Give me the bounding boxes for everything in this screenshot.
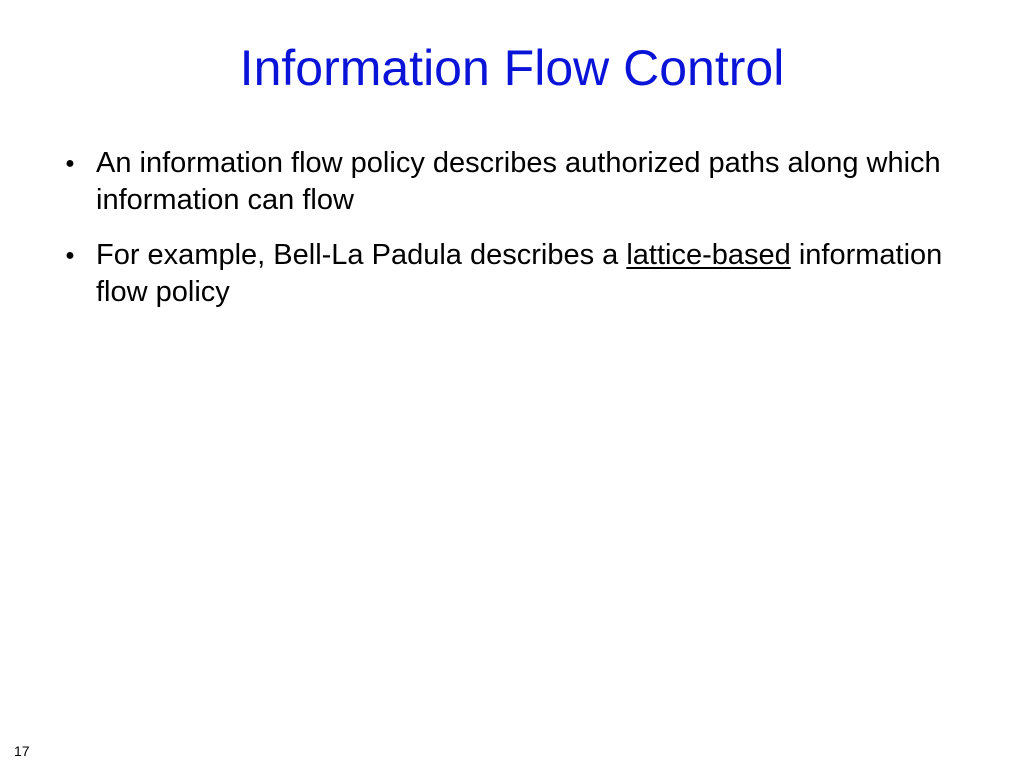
slide-title: Information Flow Control xyxy=(239,40,785,96)
bullet-text-part: information flow policy xyxy=(96,239,943,308)
bullet-dot-icon: ● xyxy=(65,155,75,172)
bullet-item xyxy=(60,237,960,311)
slide-number: 17 xyxy=(14,743,30,759)
bullet-text xyxy=(96,147,941,216)
bullet-item xyxy=(60,145,960,219)
bullet-text-part: For example, Bell-La Padula describes a xyxy=(96,239,627,271)
bullet-list xyxy=(60,145,960,329)
underlined-term: lattice-based xyxy=(626,239,791,271)
bullet-text xyxy=(96,239,942,308)
bullet-text-part: An information flow policy describes authorized paths along which information can flow xyxy=(96,147,941,216)
bullet-dot-icon: ● xyxy=(65,247,75,264)
